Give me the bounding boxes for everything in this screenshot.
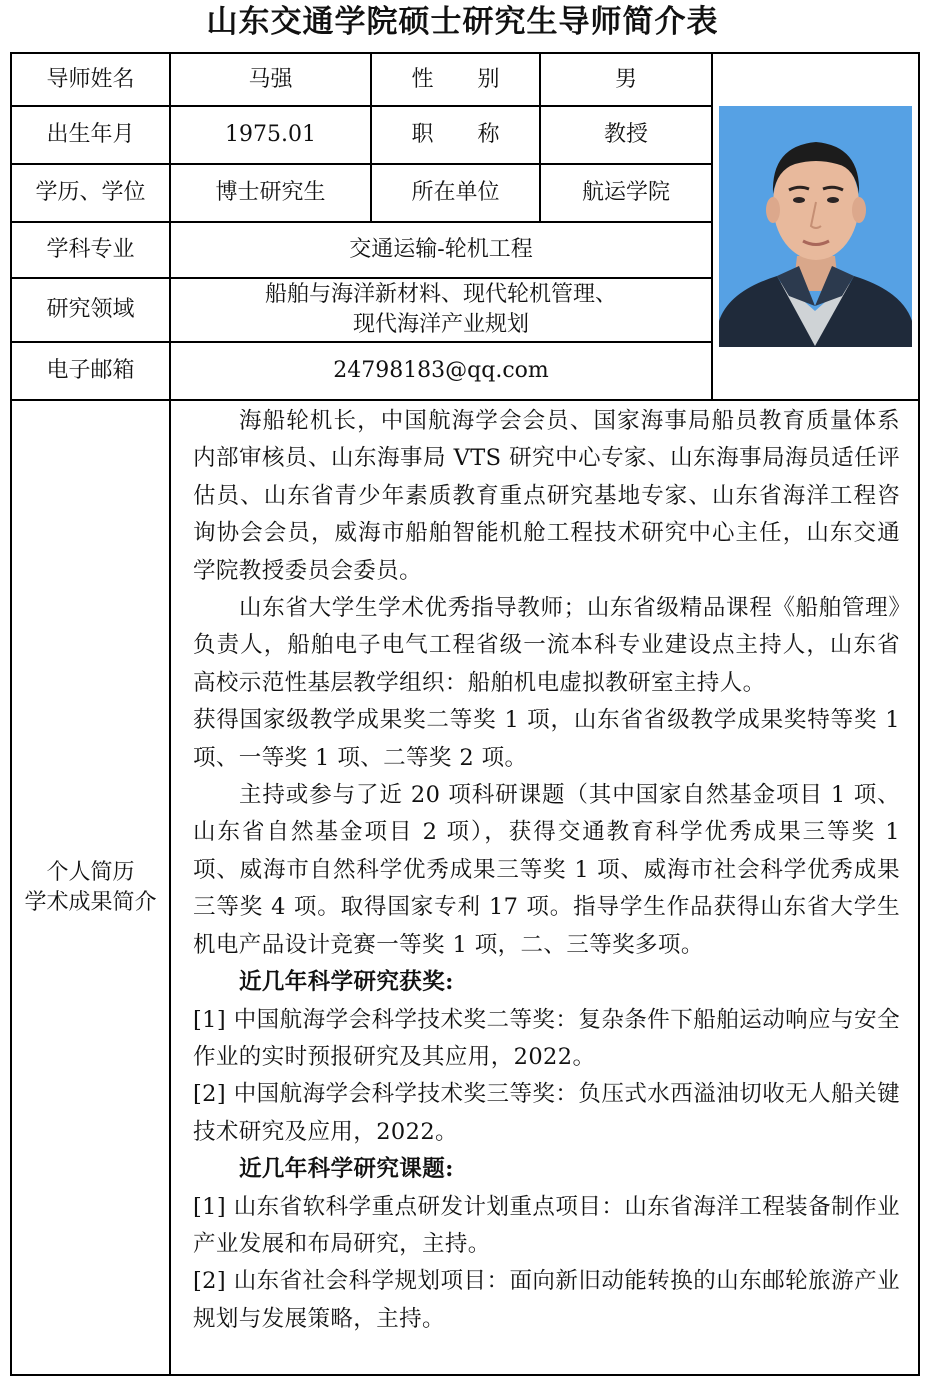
major-label: 学科专业 [11, 222, 170, 278]
field-value-line2: 现代海洋产业规划 [352, 312, 529, 337]
major-value: 交通运输-轮机工程 [170, 222, 712, 278]
bio-paragraph: 获得国家级教学成果奖二等奖 1 项，山东省省级教学成果奖特等奖 1 项、一等奖 1 项、二等奖 2 项。 [193, 707, 900, 771]
gender-value: 男 [540, 53, 712, 106]
unit-label: 所在单位 [371, 164, 540, 222]
birth-value: 1975.01 [170, 106, 371, 164]
title-value: 教授 [540, 106, 712, 164]
portrait-photo [719, 106, 912, 347]
unit-value: 航运学院 [540, 164, 712, 222]
supervisor-info-table [10, 52, 920, 1376]
bio-paragraph: 海船轮机长，中国航海学会会员、国家海事局船员教育质量体系内部审核员、山东海事局 VTS 研究中心专家、山东海事局海员适任评估员、山东省青少年素质教育重点研究基地专家、山东省海洋工程咨询协会会员，威海市船舶智能机舱工程技术研究中心主任，山东交通学院教授委员会委员。 [193, 408, 900, 584]
gender-label: 性 别 [371, 53, 540, 106]
bio-label [11, 400, 170, 1375]
project-item: [1] 山东省软科学重点研发计划重点项目：山东省海洋工程装备制作业产业发展和布局研究，主持。 [193, 1193, 900, 1257]
degree-value: 博士研究生 [170, 164, 371, 222]
field-value [170, 278, 712, 342]
bio-label-line2: 学术成果简介 [24, 889, 157, 915]
project-item: [2] 山东省社会科学规划项目：面向新旧动能转换的山东邮轮旅游产业规划与发展策略，主持。 [193, 1268, 900, 1332]
award-item: [1] 中国航海学会科学技术奖二等奖：复杂条件下船舶运动响应与安全作业的实时预报研究及其应用，2022。 [193, 1006, 900, 1070]
bio-paragraph: 山东省大学生学术优秀指导教师；山东省级精品课程《船舶管理》负责人，船舶电子电气工程省级一流本科专业建设点主持人，山东省高校示范性基层教学组织：船舶机电虚拟教研室主持人。 [193, 595, 900, 696]
field-label: 研究领域 [11, 278, 170, 342]
email-label: 电子邮箱 [11, 342, 170, 400]
photo-cell [712, 53, 919, 400]
bio-label-line1: 个人简历 [46, 859, 135, 885]
birth-label: 出生年月 [11, 106, 170, 164]
awards-heading: 近几年科学研究获奖: [239, 969, 454, 996]
bio-content [170, 400, 919, 1375]
title-label: 职 称 [371, 106, 540, 164]
award-item: [2] 中国航海学会科学技术奖三等奖：负压式水西溢油切收无人船关键技术研究及应用，2022。 [193, 1081, 900, 1145]
projects-heading: 近几年科学研究课题: [239, 1156, 454, 1183]
degree-label: 学历、学位 [11, 164, 170, 222]
name-label: 导师姓名 [11, 53, 170, 106]
email-value: 24798183@qq.com [170, 342, 712, 400]
field-value-line1: 船舶与海洋新材料、现代轮机管理、 [264, 282, 617, 307]
name-value: 马强 [170, 53, 371, 106]
page-title: 山东交通学院硕士研究生导师简介表 [206, 4, 719, 40]
bio-paragraph: 主持或参与了近 20 项科研课题（其中国家自然基金项目 1 项、山东省自然基金项目 2 项），获得交通教育科学优秀成果三等奖 1 项、威海市自然科学优秀成果三等奖 1 项、威海市社会科学优秀成果三等奖 4 项。取得国家专利 17 项。指导学生作品获得山东省大学生机电产品设计竞赛一等奖 1 项，二、三等奖多项。 [193, 782, 900, 958]
